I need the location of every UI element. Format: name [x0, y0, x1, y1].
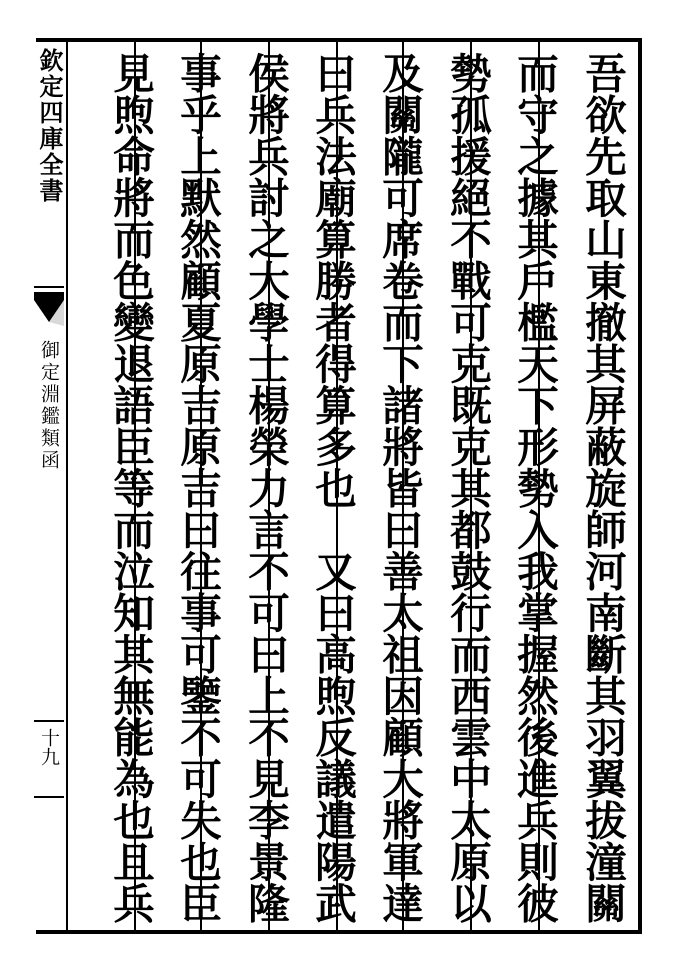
- text-column: 勢孤援絕不戰可克既克其都鼓行而西雲中太原以: [443, 52, 492, 924]
- text-column: 事乎上默然顧夏原吉原吉曰往事可鑒不可失也臣: [173, 52, 222, 924]
- book-title: 欽定四庫全書: [35, 48, 64, 204]
- column-rule: [66, 38, 68, 934]
- margin-divider: [34, 796, 64, 798]
- page-number: 十九: [38, 728, 60, 766]
- fishtail-mark-icon: [34, 292, 64, 326]
- text-column: 侯將兵討之大學士楊榮力言不可曰上不見李景隆: [241, 52, 290, 924]
- margin-divider: [34, 720, 64, 722]
- text-column: 曰兵法廟算勝者得算多也 又曰高煦反議遣陽武: [308, 52, 357, 924]
- volume-title: 御定淵鑑類函: [38, 340, 60, 472]
- text-column: 見煦命將而色變退語臣等而泣知其無能為也且兵: [106, 52, 155, 924]
- text-column: 及關隴可席卷而下諸將皆曰善太祖因顧大將軍達: [375, 52, 424, 924]
- margin-divider: [34, 286, 64, 288]
- text-column: 而守之據其戶檻天下形勢入我掌握然後進兵則彼: [510, 52, 559, 924]
- text-column: 吾欲先取山東撤其屏蔽旋師河南斷其羽翼拔潼關: [578, 52, 627, 924]
